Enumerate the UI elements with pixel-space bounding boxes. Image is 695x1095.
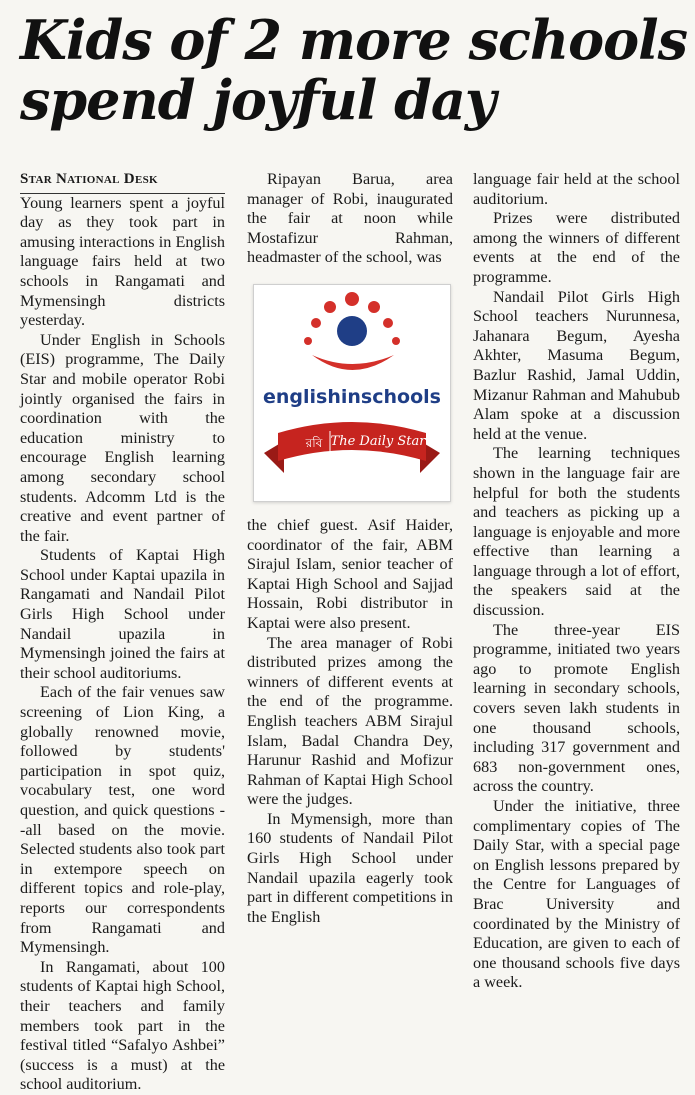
headline-line-2: spend joyful day bbox=[20, 68, 496, 132]
logo-dot bbox=[368, 301, 380, 313]
paragraph: the chief guest. Asif Haider, coordinator of the fair, ABM Sirajul Islam, senior teacher of Kaptai High School and Sajjad Hossain, Robi distributor in Kaptai were also present. bbox=[247, 515, 453, 632]
paragraph: The area manager of Robi distributed prizes among the winners of different events at the end of the programme. English teachers ABM Sirajul Islam, Badal Chandra Dey, Harunur Rashid and Mofizur Rahman of Kaptai High School were the judges. bbox=[247, 633, 453, 809]
headline bbox=[20, 10, 688, 130]
paragraph: Nandail Pilot Girls High School teachers Nurunnesa, Jahanara Begum, Ayesha Akhter, Masuma Begum, Bazlur Rashid, Jamal Uddin, Mizanur Rahman and Mahubub Alam spoke at a discussion held at the venue. bbox=[473, 287, 680, 443]
column-1 bbox=[20, 170, 225, 1094]
logo-head bbox=[337, 316, 367, 346]
paragraph: In Rangamati, about 100 students of Kaptai high School, their teachers and family members took part in the festival titled “Safalyo Ashbei” (success is a must) at the school auditorium. bbox=[20, 957, 225, 1094]
paragraph: The three-year EIS programme, initiated two years ago to promote English learning in secondary schools, covers seven lakh students in one thousand schools, including 317 government and 683 non-government ones, across the country. bbox=[473, 620, 680, 796]
logo-smile bbox=[312, 355, 394, 370]
logo-dot bbox=[345, 292, 359, 306]
logo-dot bbox=[304, 337, 312, 345]
paragraph: Each of the fair venues saw screening of Lion King, a globally renowned movie, followed by students' participation in spot quiz, vocabulary test, one word question, and quick questions --all based on the movie. Selected students also took part in extempore speech on different topics and role-play, reports our correspondents from Rangamati and Mymensingh. bbox=[20, 683, 225, 957]
column-2 bbox=[247, 170, 453, 1060]
logo-graphic bbox=[254, 285, 450, 501]
ribbon-robi-label: রবি bbox=[305, 435, 323, 450]
desk-byline: Star National Desk bbox=[20, 170, 225, 194]
column-3 bbox=[473, 170, 680, 1060]
logo-dot bbox=[383, 318, 393, 328]
logo-dot bbox=[324, 301, 336, 313]
paragraph: In Mymensigh, more than 160 students of Nandail Pilot Girls High School under Nandail upazila eagerly took part in different competitions in the English bbox=[247, 809, 453, 926]
paragraph: Young learners spent a joyful day as they took part in amusing interactions in English language fairs held at two schools in Rangamati and Mymensingh districts yesterday. bbox=[20, 193, 225, 330]
paragraph: Ripayan Barua, area manager of Robi, inaugurated the fair at noon while Mostafizur Rahman, headmaster of the school, was bbox=[247, 170, 453, 267]
logo-dot bbox=[392, 337, 400, 345]
paragraph: Prizes were distributed among the winners of different events at the end of the programme. bbox=[473, 209, 680, 286]
paragraph: The learning techniques shown in the language fair are helpful for both the students and teachers as picking up a language is enjoyable and more effective than learning a language through a lot of effort, the speakers said at the discussion. bbox=[473, 444, 680, 620]
paragraph: language fair held at the school auditorium. bbox=[473, 170, 680, 208]
ribbon-daily-star-label: The Daily Star bbox=[330, 433, 426, 449]
headline-line-1: Kids of 2 more schools bbox=[20, 8, 688, 72]
paragraph: Under English in Schools (EIS) programme, The Daily Star and mobile operator Robi jointly organised the fairs in coordination with the education ministry to encourage English learning among secondary school students. Adcomm Ltd is the creative and event partner of the fair. bbox=[20, 330, 225, 545]
english-in-schools-logo bbox=[253, 284, 451, 502]
logo-dot bbox=[311, 318, 321, 328]
logo-wordmark: englishinschools bbox=[263, 385, 441, 408]
paragraph: Students of Kaptai High School under Kaptai upazila in Rangamati and Nandail Pilot Girls High School under Nandail upazila in Mymensingh joined the fairs at their school auditoriums. bbox=[20, 546, 225, 682]
paragraph: Under the initiative, three complimentary copies of The Daily Star, with a special page on English lessons prepared by the Centre for Languages of Brac University and coordinated by the Ministry of Education, are given to each of one thousand schools five days a week. bbox=[473, 797, 680, 992]
